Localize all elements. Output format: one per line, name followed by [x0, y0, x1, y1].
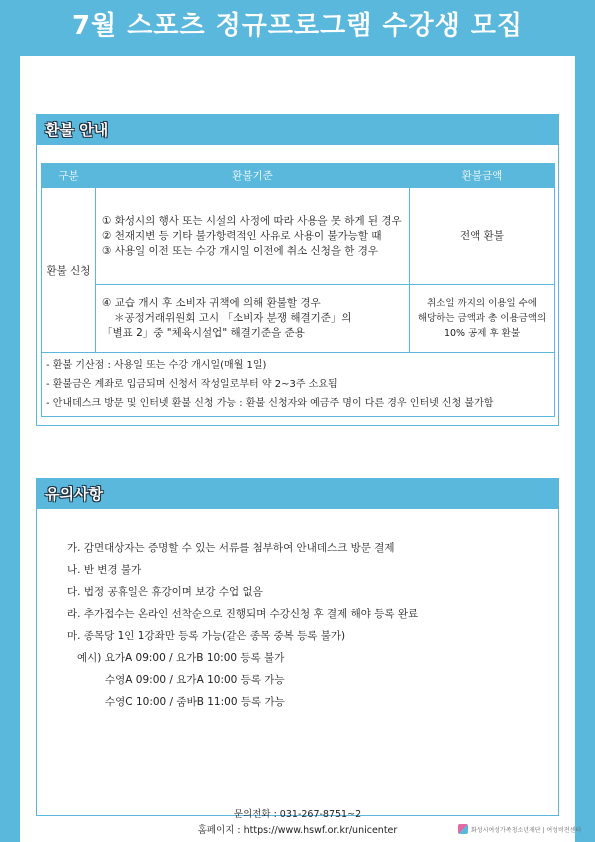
header-category: 구분: [42, 164, 96, 188]
refund-heading: 환불 안내: [37, 115, 558, 145]
refund-notes-cell: [42, 353, 555, 417]
refund-amount-cell: [410, 188, 555, 285]
refund-criteria-cell: [96, 285, 410, 353]
foundation-logo: [458, 824, 581, 834]
refund-criteria-cell: [96, 188, 410, 285]
criteria-line: ③ 사용일 이전 또는 수강 개시일 이전에 취소 신청을 한 경우: [102, 244, 379, 257]
refund-table-header-row: [42, 164, 555, 188]
refund-note: - 안내데스크 방문 및 인터넷 환불 신청 가능 : 환불 신청자와 예금주 명이 다른 경우 인터넷 신청 불가함: [46, 398, 494, 409]
refund-table: [41, 163, 555, 417]
caution-example: 예시) 요가A 09:00 / 요가B 10:00 등록 불가: [77, 652, 285, 664]
foundation-logo-text: 화성시여성가족청소년재단 | 여성비전센터: [471, 826, 582, 834]
amount-line: 전액 환불: [460, 229, 504, 242]
caution-list: [67, 537, 418, 713]
caution-heading: 유의사항: [37, 479, 558, 509]
contact-phone: 문의전화 : 031-267-8751~2: [233, 809, 362, 820]
content-sheet: [20, 56, 575, 842]
caution-item: 나. 반 변경 불가: [67, 564, 142, 576]
foundation-logo-icon: [458, 824, 468, 834]
amount-line: 10% 공제 후 환불: [443, 328, 521, 339]
refund-note: - 환불 기산점 : 사용일 또는 수강 개시일(매월 1일): [46, 360, 267, 371]
homepage-link[interactable]: 홈페이지 : https://www.hswf.or.kr/unicenter: [197, 825, 398, 836]
caution-item: 가. 감면대상자는 증명할 수 있는 서류를 첨부하여 안내데스크 방문 결제: [67, 542, 395, 554]
criteria-line: ① 화성시의 행사 또는 시설의 사정에 따라 사용을 못 하게 된 경우: [102, 214, 402, 227]
page-title: 7월 스포츠 정규프로그램 수강생 모집: [71, 11, 524, 41]
criteria-line: ＊공정거래위원회 고시 「소비자 분쟁 해결기준」의: [114, 312, 352, 324]
refund-notes-row: [42, 353, 555, 417]
refund-panel: [36, 114, 559, 426]
refund-category-cell: 환불 신청: [42, 188, 96, 353]
refund-amount-cell: [410, 285, 555, 353]
refund-row: [42, 285, 555, 353]
amount-line: 취소일 까지의 이용일 수에: [426, 298, 537, 309]
amount-line: 해당하는 금액과 총 이용금액의: [417, 313, 547, 324]
caution-item: 다. 법정 공휴일은 휴강이며 보강 수업 없음: [67, 586, 263, 598]
criteria-line: 「별표 2」중 "체육시설업" 해결기준을 준용: [102, 327, 305, 339]
caution-item: 마. 종목당 1인 1강좌만 등록 가능(같은 종목 중복 등록 불가): [67, 630, 346, 642]
refund-row: [42, 188, 555, 285]
caution-example: 수영A 09:00 / 요가A 10:00 등록 가능: [105, 674, 285, 686]
caution-example: 수영C 10:00 / 줌바B 11:00 등록 가능: [105, 696, 285, 708]
header-amount: 환불금액: [410, 164, 555, 188]
caution-panel: [36, 478, 559, 816]
refund-note: - 환불금은 계좌로 입금되며 신청서 작성일로부터 약 2~3주 소요됨: [46, 379, 338, 390]
criteria-line: ② 천재지변 등 기타 불가항력적인 사유로 사용이 불가능할 때: [102, 229, 382, 242]
header-criteria: 환불기준: [96, 164, 410, 188]
caution-item: 라. 추가접수는 온라인 선착순으로 진행되며 수강신청 후 결제 해야 등록 완료: [67, 608, 419, 620]
criteria-line: ④ 교습 개시 후 소비자 귀책에 의해 환불할 경우: [102, 297, 321, 309]
